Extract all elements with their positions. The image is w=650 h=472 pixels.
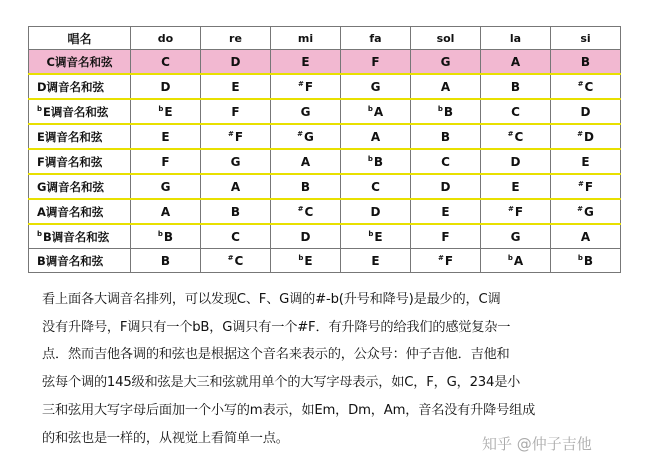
table-row xyxy=(29,199,621,224)
note-name: A xyxy=(440,79,451,94)
note-name: F xyxy=(304,79,314,94)
note-name: B xyxy=(230,204,241,219)
note-cell xyxy=(131,99,201,124)
note-name: A xyxy=(230,179,241,194)
note-cell xyxy=(131,174,201,199)
table-header-row xyxy=(29,27,621,50)
note-name: E xyxy=(511,179,520,194)
row-key-text: B调音名和弦 xyxy=(37,253,104,268)
note-name: D xyxy=(583,129,594,144)
note-cell xyxy=(551,224,621,249)
note-cell xyxy=(481,99,551,124)
note-cell xyxy=(341,224,411,249)
note-cell xyxy=(551,174,621,199)
accidental-mark: # xyxy=(227,129,234,138)
note-name: E xyxy=(374,229,383,244)
note-cell xyxy=(481,74,551,99)
note-name: B xyxy=(580,54,591,69)
note-cell xyxy=(411,149,481,174)
accidental-mark: b xyxy=(577,253,583,262)
note-name: B xyxy=(373,154,384,169)
note-cell xyxy=(201,99,271,124)
note-cell xyxy=(551,99,621,124)
row-key-text: C调音名和弦 xyxy=(46,54,113,69)
header-re: re xyxy=(201,27,271,50)
note-cell xyxy=(551,249,621,273)
note-cell xyxy=(341,149,411,174)
table-row xyxy=(29,249,621,273)
accidental-mark: # xyxy=(577,179,584,188)
accidental-mark: # xyxy=(297,204,304,213)
accidental-mark: b xyxy=(158,104,164,113)
note-cell xyxy=(551,50,621,75)
header-do: do xyxy=(131,27,201,50)
note-cell xyxy=(411,74,481,99)
row-key-label xyxy=(29,249,131,273)
note-name: C xyxy=(514,129,524,144)
note-cell xyxy=(201,199,271,224)
note-name: C xyxy=(584,79,594,94)
accidental-mark: # xyxy=(507,204,514,213)
accidental-mark: # xyxy=(227,253,234,262)
note-cell xyxy=(271,74,341,99)
note-name: B xyxy=(440,129,451,144)
accidental-mark: # xyxy=(577,204,583,213)
note-name: F xyxy=(514,204,524,219)
note-name: A xyxy=(580,229,591,244)
note-name: E xyxy=(231,79,240,94)
table-row xyxy=(29,74,621,99)
note-name: A xyxy=(160,204,171,219)
note-cell xyxy=(411,249,481,273)
note-name: F xyxy=(161,154,170,169)
note-name: D xyxy=(580,104,591,119)
row-key-text: B调音名和弦 xyxy=(43,229,110,244)
note-cell xyxy=(131,124,201,149)
header-si: si xyxy=(551,27,621,50)
note-name: E xyxy=(164,104,173,119)
note-cell xyxy=(551,149,621,174)
note-name: A xyxy=(510,54,521,69)
note-cell xyxy=(481,224,551,249)
note-name: F xyxy=(371,54,380,69)
note-cell xyxy=(201,74,271,99)
note-cell xyxy=(341,124,411,149)
note-cell xyxy=(131,74,201,99)
row-key-text: A调音名和弦 xyxy=(37,204,104,219)
table-row xyxy=(29,174,621,199)
note-name: C xyxy=(161,54,170,69)
note-name: B xyxy=(163,229,174,244)
row-key-label xyxy=(29,149,131,174)
note-name: A xyxy=(513,253,524,268)
row-key-label xyxy=(29,224,131,249)
note-name: G xyxy=(440,54,451,69)
zhihu-watermark: 知乎 @仲子吉他 xyxy=(482,435,592,453)
note-name: G xyxy=(304,129,314,144)
note-name: A xyxy=(300,154,311,169)
chord-table-wrap xyxy=(28,26,620,273)
accidental-mark: # xyxy=(577,129,583,138)
note-name: G xyxy=(510,229,521,244)
note-name: B xyxy=(443,104,454,119)
note-name: E xyxy=(441,204,450,219)
header-la: la xyxy=(481,27,551,50)
accidental-mark: b xyxy=(298,253,304,262)
note-cell xyxy=(411,224,481,249)
note-cell xyxy=(411,124,481,149)
table-row xyxy=(29,50,621,75)
note-name: F xyxy=(231,104,240,119)
note-cell xyxy=(341,249,411,273)
note-cell xyxy=(341,50,411,75)
note-cell xyxy=(551,199,621,224)
note-cell xyxy=(341,199,411,224)
note-cell xyxy=(201,124,271,149)
note-name: G xyxy=(584,204,594,219)
note-name: F xyxy=(234,129,244,144)
note-name: C xyxy=(511,104,520,119)
note-cell xyxy=(481,149,551,174)
row-key-label xyxy=(29,99,131,124)
row-key-label xyxy=(29,199,131,224)
accidental-mark: # xyxy=(437,253,444,262)
row-key-label xyxy=(29,174,131,199)
header-sol: sol xyxy=(411,27,481,50)
note-cell xyxy=(481,199,551,224)
note-cell xyxy=(201,149,271,174)
note-cell xyxy=(411,50,481,75)
chord-table xyxy=(28,26,621,273)
explanation-paragraph: 看上面各大调音名排列，可以发现C、F、G调的#-b(升号和降号)是最少的，C调 没有升降号，F调只有一个bB，G调只有一个#F．有升降号的给我们的感觉复杂一 点．然而吉他各调的和弦也是根据这个音名来表示的，公众号：仲子吉他．吉他和 弦每个调的145级和弦是大三和弦就用单个的大写字母表示，如C，F，G，234是小 三和弦用大写字母后面加一个小写的m表示，如Em，Dm，Am，音名没有升降号组成 的和弦也是一样的，从视觉上看简单一点。 xyxy=(42,292,536,446)
header-solfege: 唱名 xyxy=(29,27,131,50)
note-name: C xyxy=(441,154,450,169)
note-cell xyxy=(481,50,551,75)
note-name: A xyxy=(370,129,381,144)
accidental-mark: b xyxy=(437,104,443,113)
row-key-text: F调音名和弦 xyxy=(37,154,103,169)
note-cell xyxy=(271,149,341,174)
note-name: F xyxy=(584,179,594,194)
row-key-label xyxy=(29,74,131,99)
note-name: C xyxy=(304,204,314,219)
note-cell xyxy=(131,224,201,249)
note-cell xyxy=(411,199,481,224)
note-cell xyxy=(131,199,201,224)
note-cell xyxy=(131,149,201,174)
note-cell xyxy=(271,199,341,224)
note-cell xyxy=(271,224,341,249)
accidental-mark: b xyxy=(507,253,513,262)
accidental-mark: b xyxy=(368,229,374,238)
note-cell xyxy=(271,50,341,75)
note-name: E xyxy=(304,253,313,268)
note-name: E xyxy=(371,253,380,268)
accidental-mark: b xyxy=(157,229,163,238)
note-cell xyxy=(551,124,621,149)
row-key-text: E调音名和弦 xyxy=(43,104,109,119)
note-cell xyxy=(271,124,341,149)
note-name: E xyxy=(161,129,170,144)
note-name: G xyxy=(370,79,381,94)
note-name: C xyxy=(234,253,244,268)
table-row xyxy=(29,224,621,249)
note-cell xyxy=(341,99,411,124)
note-name: F xyxy=(441,229,450,244)
note-name: D xyxy=(160,79,171,94)
note-name: E xyxy=(301,54,310,69)
table-row xyxy=(29,124,621,149)
header-fa: fa xyxy=(341,27,411,50)
note-cell xyxy=(271,99,341,124)
note-name: G xyxy=(230,154,241,169)
accidental-mark: b xyxy=(37,104,43,113)
row-key-text: D调音名和弦 xyxy=(37,79,105,94)
note-cell xyxy=(201,50,271,75)
note-cell xyxy=(481,249,551,273)
note-cell xyxy=(131,249,201,273)
note-name: B xyxy=(510,79,521,94)
accidental-mark: b xyxy=(37,229,43,238)
note-cell xyxy=(131,50,201,75)
note-cell xyxy=(341,174,411,199)
note-name: C xyxy=(231,229,240,244)
note-cell xyxy=(551,74,621,99)
note-name: G xyxy=(300,104,311,119)
note-cell xyxy=(201,174,271,199)
accidental-mark: b xyxy=(367,104,373,113)
table-body xyxy=(29,50,621,273)
note-name: D xyxy=(510,154,521,169)
note-name: E xyxy=(581,154,590,169)
note-name: D xyxy=(370,204,381,219)
table-row xyxy=(29,99,621,124)
note-name: B xyxy=(160,253,171,268)
note-cell xyxy=(201,249,271,273)
table-row xyxy=(29,149,621,174)
note-name: D xyxy=(440,179,451,194)
note-cell xyxy=(411,174,481,199)
row-key-text: G调音名和弦 xyxy=(37,179,104,194)
note-name: B xyxy=(583,253,594,268)
row-key-label xyxy=(29,50,131,75)
accidental-mark: # xyxy=(297,79,304,88)
accidental-mark: # xyxy=(577,79,584,88)
note-name: C xyxy=(371,179,380,194)
note-name: D xyxy=(230,54,241,69)
row-key-text: E调音名和弦 xyxy=(37,129,103,144)
accidental-mark: b xyxy=(367,154,373,163)
accidental-mark: # xyxy=(507,129,514,138)
note-name: F xyxy=(444,253,454,268)
note-cell xyxy=(271,174,341,199)
note-cell xyxy=(481,124,551,149)
note-cell xyxy=(201,224,271,249)
note-cell xyxy=(271,249,341,273)
row-key-label xyxy=(29,124,131,149)
note-cell xyxy=(411,99,481,124)
note-name: B xyxy=(300,179,311,194)
note-cell xyxy=(341,74,411,99)
header-mi: mi xyxy=(271,27,341,50)
note-name: G xyxy=(160,179,171,194)
note-name: A xyxy=(373,104,384,119)
note-cell xyxy=(481,174,551,199)
note-name: D xyxy=(300,229,311,244)
accidental-mark: # xyxy=(297,129,303,138)
